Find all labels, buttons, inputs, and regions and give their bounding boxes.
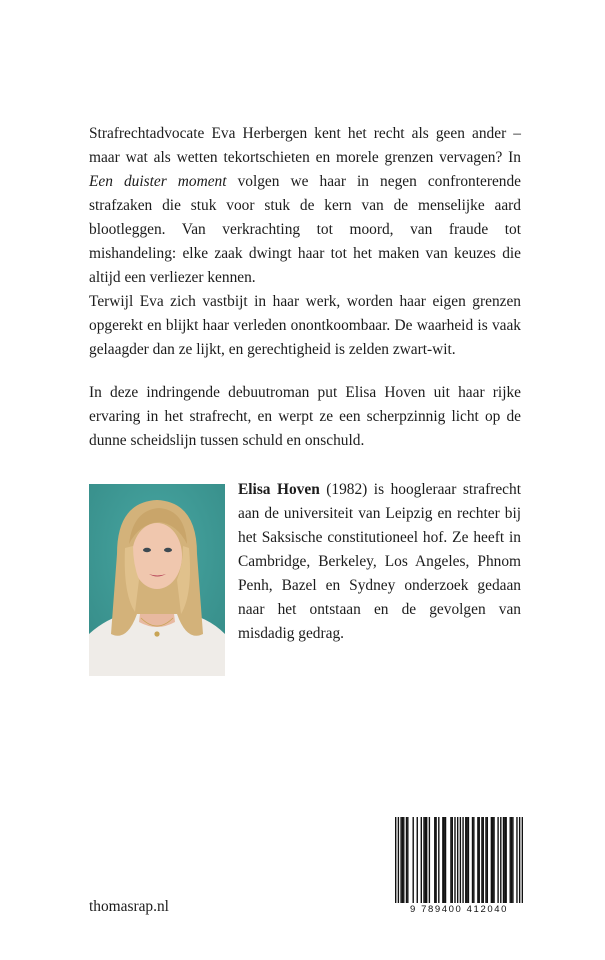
- barcode-bar: [466, 817, 467, 903]
- barcode-bar: [413, 817, 414, 903]
- barcode-bar: [479, 817, 480, 903]
- barcode-bar: [510, 817, 511, 903]
- barcode-bar: [516, 817, 517, 903]
- barcode-bar: [429, 817, 430, 903]
- blurb-paragraph-2: Terwijl Eva zich vastbijt in haar werk, worden haar eigen grenzen opgerekt en blijkt haar verleden onontkoombaar. De waarheid is vaak gelaagder dan ze lijkt, en gerechtigheid is zelden zwart-wit.: [89, 293, 521, 358]
- isbn-barcode: [395, 817, 523, 921]
- barcode-bars: [395, 817, 523, 903]
- publisher-website[interactable]: thomasrap.nl: [89, 898, 169, 915]
- barcode-bar: [505, 817, 506, 903]
- barcode-bar: [423, 817, 424, 903]
- barcode-bar: [426, 817, 427, 903]
- barcode-bar: [468, 817, 469, 903]
- barcode-bar: [477, 817, 478, 903]
- barcode-bar: [522, 817, 523, 903]
- barcode-bar: [465, 817, 466, 903]
- barcode-bar: [450, 817, 451, 903]
- barcode-bar: [452, 817, 453, 903]
- barcode-bar: [435, 817, 436, 903]
- barcode-bar: [438, 817, 439, 903]
- barcode-bar: [519, 817, 520, 903]
- back-cover-blurb: [89, 122, 521, 453]
- barcode-bar: [462, 817, 463, 903]
- barcode-bar: [425, 817, 426, 903]
- barcode-bar: [504, 817, 505, 903]
- barcode-bar: [485, 817, 486, 903]
- barcode-bar: [406, 817, 407, 903]
- barcode-bar: [460, 817, 461, 903]
- blurb-paragraph-3: In deze indringende debuutroman put Elisa Hoven uit haar rijke ervaring in het strafrecht, en werpt ze een scherpzinnig licht op de dunne scheidslijn tussen schuld en onschuld.: [89, 384, 521, 449]
- barcode-bar: [407, 817, 408, 903]
- barcode-bar: [444, 817, 445, 903]
- barcode-bar: [400, 817, 401, 903]
- barcode-bar: [472, 817, 473, 903]
- barcode-bar: [483, 817, 484, 903]
- barcode-bar: [512, 817, 513, 903]
- barcode-bar: [445, 817, 446, 903]
- author-bio: Elisa Hoven (1982) is hoogleraar strafrecht aan de universiteit van Leipzig en rechter bij het Saksische constitutioneel hof. Ze heeft in Cambridge, Berkeley, Los Angeles, Phnom Penh, Bazel en Sydney onderzoek gedaan naar het ontstaan en de gevolgen van misdadig gedrag.: [238, 481, 521, 642]
- barcode-bar: [473, 817, 474, 903]
- barcode-bar: [491, 817, 492, 903]
- barcode-bar: [503, 817, 504, 903]
- barcode-bar: [398, 817, 399, 903]
- barcode-bar: [417, 817, 418, 903]
- barcode-bar: [500, 817, 501, 903]
- barcode-bar: [511, 817, 512, 903]
- barcode-bar: [403, 817, 404, 903]
- author-photo: [89, 484, 225, 676]
- barcode-bar: [454, 817, 455, 903]
- blurb-paragraph-1: Strafrechtadvocate Eva Herbergen kent het recht als geen ander – maar wat als wetten tekortschieten en morele grenzen vervagen? In Een duister moment volgen we haar in negen confronterende strafzaken die stuk voor stuk de kern van de menselijke aard blootleggen. Van verkrachting tot moord, van fraude tot mishandeling: elke zaak dwingt haar tot het maken van keuzes die altijd een verliezer kennen.: [89, 125, 521, 286]
- barcode-bar: [395, 817, 396, 903]
- barcode-bar: [487, 817, 488, 903]
- barcode-bar: [402, 817, 403, 903]
- barcode-bar: [481, 817, 482, 903]
- isbn-number: 9 789400 412040: [410, 904, 508, 915]
- barcode-bar: [493, 817, 494, 903]
- author-name: Elisa Hoven: [238, 481, 320, 498]
- book-title: Een duister moment: [89, 173, 227, 190]
- barcode-bar: [421, 817, 422, 903]
- barcode-bar: [492, 817, 493, 903]
- barcode-bar: [497, 817, 498, 903]
- barcode-bar: [442, 817, 443, 903]
- barcode-bar: [434, 817, 435, 903]
- barcode-bar: [457, 817, 458, 903]
